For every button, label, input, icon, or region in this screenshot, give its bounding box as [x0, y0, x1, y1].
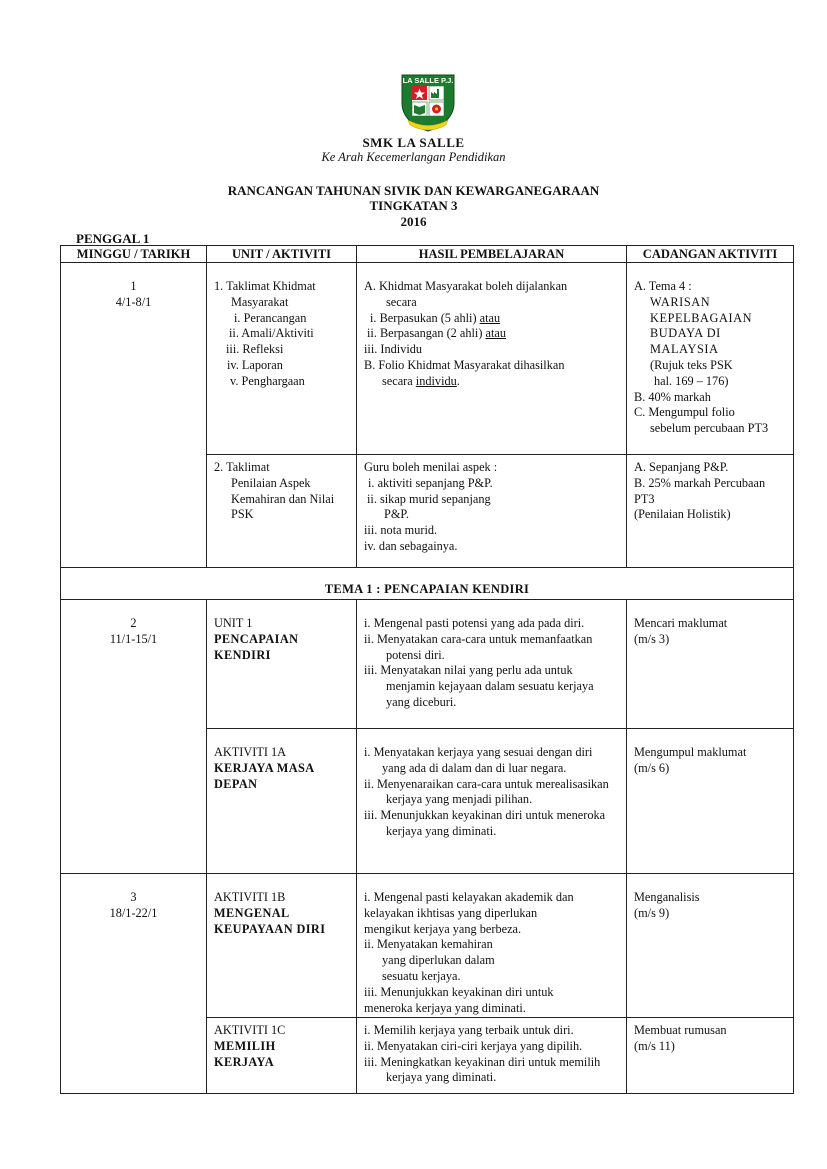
- week-date: 18/1-22/1: [109, 905, 158, 920]
- hasil-text: yang diperlukan dalam: [382, 953, 495, 968]
- hasil-cell: [357, 1018, 627, 1094]
- unit-cell: [207, 600, 357, 729]
- column-header: UNIT / AKTIVITI: [207, 246, 357, 263]
- theme-row: [61, 568, 794, 600]
- school-crest-logo: [398, 73, 458, 133]
- unit-text: iv. Laporan: [227, 357, 283, 372]
- unit-text: 2. Taklimat: [214, 460, 270, 474]
- cadangan-text: Mencari maklumat: [634, 616, 728, 630]
- hasil-text: iii. nota murid.: [364, 523, 438, 538]
- column-header: CADANGAN AKTIVITI: [627, 246, 794, 263]
- cadangan-cell: [627, 455, 794, 568]
- logo-text: LA SALLE P.J.: [402, 76, 454, 85]
- cadangan-text: Menganalisis: [634, 890, 700, 904]
- school-motto: Ke Arah Kecemerlangan Pendidikan: [321, 150, 506, 164]
- document-title: RANCANGAN TAHUNAN SIVIK DAN KEWARGANEGARAAN: [227, 183, 600, 198]
- hasil-text: iv. dan sebagainya.: [364, 538, 458, 553]
- hasil-text: iii. Meningkatkan keyakinan diri untuk memilih kerjaya yang diminati.: [364, 1054, 601, 1085]
- cadangan-text: A. Sepanjang P&P.: [634, 460, 729, 474]
- unit-label: AKTIVITI 1B: [214, 890, 286, 904]
- hasil-text: B. Folio Khidmat Masyarakat dihasilkan: [364, 357, 565, 372]
- column-header: HASIL PEMBELAJARAN: [357, 246, 627, 263]
- cadangan-text: Membuat rumusan: [634, 1023, 727, 1037]
- unit-title: KENDIRI: [214, 647, 271, 662]
- week-number: 2: [130, 616, 137, 630]
- unit-cell: [207, 1018, 357, 1094]
- week-number: 1: [130, 279, 137, 293]
- theme-heading: TEMA 1 : PENCAPAIAN KENDIRI: [61, 568, 794, 600]
- unit-cell: [207, 729, 357, 874]
- unit-title: MENGENAL: [214, 905, 290, 920]
- form-level: TINGKATAN 3: [369, 198, 458, 213]
- unit-title: KERJAYA: [214, 1054, 274, 1069]
- hasil-cell: [357, 729, 627, 874]
- hasil-text: i. Menyatakan kerjaya yang sesuai dengan diri yang ada di dalam dan di luar negara.: [364, 745, 593, 775]
- hasil-cell: [357, 600, 627, 729]
- term-label: PENGGAL 1: [76, 231, 150, 246]
- unit-title: KERJAYA MASA: [214, 760, 315, 775]
- unit-text: Penilaian Aspek: [231, 475, 311, 490]
- hasil-text: iii. Menyatakan nilai yang perlu ada untuk menjamin kejayaan dalam sesuatu kerjaya yang diceburi.: [364, 663, 594, 709]
- cadangan-cell: [627, 1018, 794, 1094]
- unit-text: i. Perancangan: [234, 310, 307, 325]
- hasil-text: secara: [386, 294, 417, 309]
- hasil-text: meneroka kerjaya yang diminati.: [364, 1000, 526, 1015]
- hasil-text: iii. Menunjukkan keyakinan diri untuk: [364, 984, 554, 999]
- unit-label: AKTIVITI 1C: [214, 1023, 286, 1037]
- column-header: MINGGU / TARIKH: [61, 246, 207, 263]
- unit-cell: [207, 263, 357, 455]
- hasil-text: Guru boleh menilai aspek :: [364, 460, 498, 474]
- table-row: [61, 600, 794, 729]
- week-number: 3: [130, 890, 137, 904]
- unit-text: iii. Refleksi: [226, 342, 284, 357]
- cadangan-text: BUDAYA DI: [650, 326, 721, 341]
- week-cell: [61, 263, 207, 568]
- year: 2016: [400, 214, 427, 229]
- hasil-text: P&P.: [384, 507, 409, 522]
- unit-title: PENCAPAIAN: [214, 631, 299, 646]
- hasil-text: iii. Individu: [364, 342, 423, 357]
- unit-title: MEMILIH: [214, 1038, 276, 1053]
- cadangan-cell: [627, 600, 794, 729]
- unit-text: 1. Taklimat Khidmat: [214, 279, 316, 293]
- hasil-text: kelayakan ikhtisas yang diperlukan: [364, 905, 538, 920]
- hasil-text: i. aktiviti sepanjang P&P.: [368, 475, 493, 490]
- week-cell: [61, 874, 207, 1094]
- hasil-text: secara individu.: [382, 373, 460, 388]
- hasil-cell: [357, 263, 627, 455]
- hasil-text: i. Memilih kerjaya yang terbaik untuk diri.: [364, 1023, 574, 1037]
- hasil-cell: [357, 455, 627, 568]
- hasil-text: mengikut kerjaya yang berbeza.: [364, 921, 522, 936]
- hasil-cell: [357, 874, 627, 1018]
- cadangan-text: WARISAN: [650, 294, 711, 309]
- cadangan-text: B. 40% markah: [634, 389, 711, 404]
- hasil-text: ii. Menyatakan cara-cara untuk memanfaatkan potensi diri.: [364, 631, 593, 662]
- unit-title: DEPAN: [214, 776, 258, 791]
- cadangan-text: MALAYSIA: [650, 342, 719, 357]
- cadangan-text: C. Mengumpul folio: [634, 405, 735, 420]
- unit-text: v. Penghargaan: [230, 373, 305, 388]
- cadangan-text: PT3: [634, 491, 655, 506]
- unit-cell: [207, 455, 357, 568]
- hasil-text: sesuatu kerjaya.: [382, 968, 461, 983]
- unit-text: ii. Amali/Aktiviti: [229, 326, 314, 341]
- week-cell: [61, 600, 207, 874]
- cadangan-text: (Rujuk teks PSK: [650, 357, 733, 372]
- week-date: 4/1-8/1: [115, 294, 152, 309]
- hasil-text: iii. Menunjukkan keyakinan diri untuk meneroka kerjaya yang diminati.: [364, 808, 606, 838]
- unit-cell: [207, 874, 357, 1018]
- cadangan-text: hal. 169 – 176): [654, 373, 729, 388]
- cadangan-text: (m/s 6): [634, 760, 670, 775]
- cadangan-text: (m/s 9): [634, 905, 670, 920]
- cadangan-cell: [627, 729, 794, 874]
- cadangan-text: (m/s 11): [634, 1038, 675, 1053]
- hasil-text: ii. Menyatakan ciri-ciri kerjaya yang dipilih.: [364, 1038, 583, 1053]
- cadangan-text: (m/s 3): [634, 631, 670, 646]
- unit-label: UNIT 1: [214, 616, 253, 630]
- cadangan-text: KEPELBAGAIAN: [650, 310, 753, 325]
- table-row: [61, 874, 794, 1018]
- yearly-plan-table: [60, 245, 794, 1094]
- unit-text: Masyarakat: [231, 294, 289, 309]
- hasil-text: i. Berpasukan (5 ahli) atau: [370, 310, 501, 325]
- cadangan-cell: [627, 263, 794, 455]
- hasil-text: i. Mengenal pasti potensi yang ada pada diri.: [364, 616, 585, 630]
- school-name: SMK LA SALLE: [362, 135, 465, 150]
- cadangan-text: sebelum percubaan PT3: [650, 421, 769, 436]
- hasil-text: ii. Berpasangan (2 ahli) atau: [367, 326, 506, 341]
- cadangan-text: (Penilaian Holistik): [634, 507, 731, 522]
- hasil-text: ii. Menyenaraikan cara-cara untuk merealisasikan kerjaya yang menjadi pilihan.: [364, 776, 609, 807]
- unit-label: AKTIVITI 1A: [214, 745, 287, 759]
- table-header-row: [61, 246, 794, 263]
- week-date: 11/1-15/1: [109, 631, 158, 646]
- hasil-text: A. Khidmat Masyarakat boleh dijalankan: [364, 279, 568, 293]
- cadangan-text: A. Tema 4 :: [634, 279, 692, 293]
- unit-title: KEUPAYAAN DIRI: [214, 921, 326, 936]
- unit-text: PSK: [231, 507, 254, 522]
- hasil-text: ii. sikap murid sepanjang: [367, 491, 491, 506]
- hasil-text: i. Mengenal pasti kelayakan akademik dan: [364, 890, 574, 904]
- hasil-text: ii. Menyatakan kemahiran: [364, 937, 493, 952]
- cadangan-cell: [627, 874, 794, 1018]
- unit-text: Kemahiran dan Nilai: [231, 491, 335, 506]
- cadangan-text: B. 25% markah Percubaan: [634, 475, 766, 490]
- table-row: [61, 263, 794, 455]
- cadangan-text: Mengumpul maklumat: [634, 745, 747, 759]
